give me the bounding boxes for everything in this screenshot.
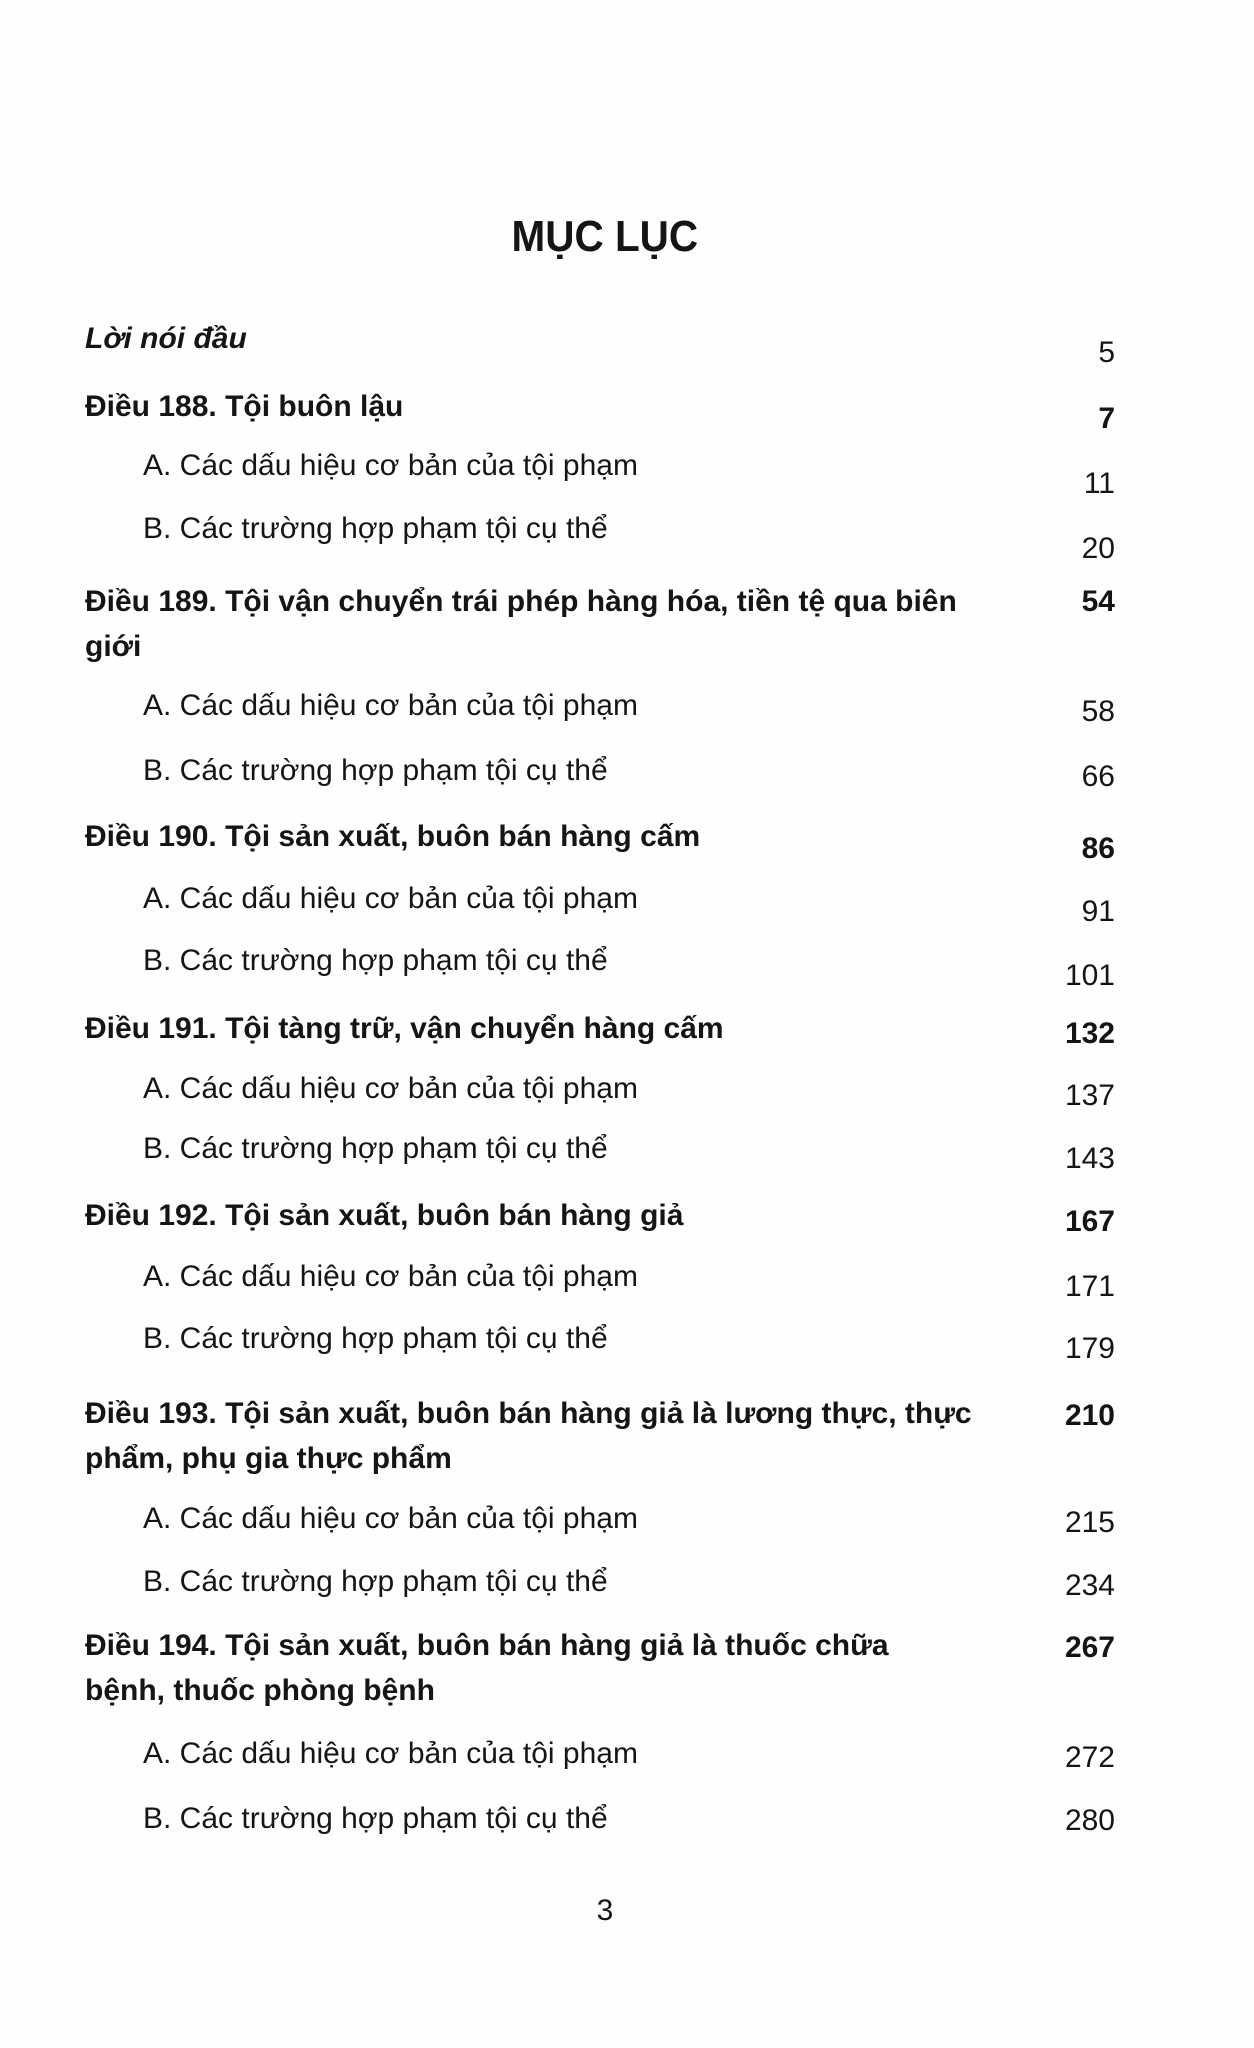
toc-page-number: 272	[1064, 1741, 1115, 1774]
toc-page-number: 167	[1064, 1205, 1115, 1238]
toc-page-number: 215	[1064, 1506, 1115, 1539]
toc-entry-label: A. Các dấu hiệu cơ bản của tội phạm	[143, 1502, 638, 1535]
toc-entry-label: B. Các trường hợp phạm tội cụ thể	[143, 512, 608, 545]
toc-entry-label: B. Các trường hợp phạm tội cụ thể	[143, 1132, 608, 1165]
toc-page-number: 137	[1064, 1079, 1115, 1112]
toc-page-number: 58	[1081, 695, 1115, 728]
toc-entry-label: A. Các dấu hiệu cơ bản của tội phạm	[143, 1072, 638, 1105]
page-title: MỤC LỤC	[511, 212, 699, 261]
toc-entry-label: B. Các trường hợp phạm tội cụ thể	[143, 1565, 608, 1598]
toc-page-number: 267	[1064, 1631, 1115, 1664]
toc-page-number: 66	[1081, 760, 1115, 793]
toc-entry-label: B. Các trường hợp phạm tội cụ thể	[143, 944, 608, 977]
toc-page-number: 11	[1083, 467, 1115, 500]
toc-entry-label: Điều 193. Tội sản xuất, buôn bán hàng giả là lương thực, thực phẩm, phụ gia thực phẩm	[85, 1397, 972, 1475]
toc-entry-label: A. Các dấu hiệu cơ bản của tội phạm	[143, 1737, 638, 1770]
toc-page-number: 5	[1098, 336, 1115, 369]
toc-page-number: 20	[1081, 532, 1115, 565]
toc-page-number: 91	[1081, 895, 1115, 928]
toc-entry-label: Điều 188. Tội buôn lậu	[85, 390, 404, 423]
toc-page-number: 7	[1098, 402, 1115, 435]
toc-entry-label: B. Các trường hợp phạm tội cụ thể	[143, 1322, 608, 1355]
toc-entry-label: A. Các dấu hiệu cơ bản của tội phạm	[143, 882, 638, 915]
toc-entry-label: B. Các trường hợp phạm tội cụ thể	[143, 1802, 608, 1835]
toc-page-number: 101	[1064, 959, 1115, 992]
page-footer-number: 3	[596, 1894, 614, 1927]
toc-entry-label: Điều 191. Tội tàng trữ, vận chuyển hàng cấm	[85, 1012, 724, 1045]
toc-entry-label: A. Các dấu hiệu cơ bản của tội phạm	[143, 1260, 638, 1293]
toc-page-number: 179	[1064, 1332, 1115, 1365]
toc-entry-label: A. Các dấu hiệu cơ bản của tội phạm	[143, 689, 638, 722]
toc-entry-label: Điều 194. Tội sản xuất, buôn bán hàng giả là thuốc chữa bệnh, thuốc phòng bệnh	[85, 1629, 889, 1707]
toc-page-number: 210	[1064, 1399, 1115, 1432]
toc-page-number: 171	[1064, 1270, 1115, 1303]
toc-page-number: 280	[1064, 1804, 1115, 1837]
toc-page-number: 132	[1064, 1017, 1115, 1050]
toc-page-number: 54	[1081, 585, 1115, 618]
toc-entry-label: B. Các trường hợp phạm tội cụ thể	[143, 754, 608, 787]
toc-page-number: 234	[1064, 1569, 1115, 1602]
toc-page-number: 143	[1064, 1142, 1115, 1175]
toc-entry-label: Điều 192. Tội sản xuất, buôn bán hàng giả	[85, 1199, 684, 1232]
toc-page-number: 86	[1081, 832, 1115, 865]
toc-entry-label: Điều 190. Tội sản xuất, buôn bán hàng cấm	[85, 820, 701, 853]
toc-entry-label: A. Các dấu hiệu cơ bản của tội phạm	[143, 449, 638, 482]
toc-entry-label: Điều 189. Tội vận chuyển trái phép hàng hóa, tiền tệ qua biên giới	[85, 585, 957, 663]
toc-entry-label: Lời nói đầu	[85, 322, 247, 355]
